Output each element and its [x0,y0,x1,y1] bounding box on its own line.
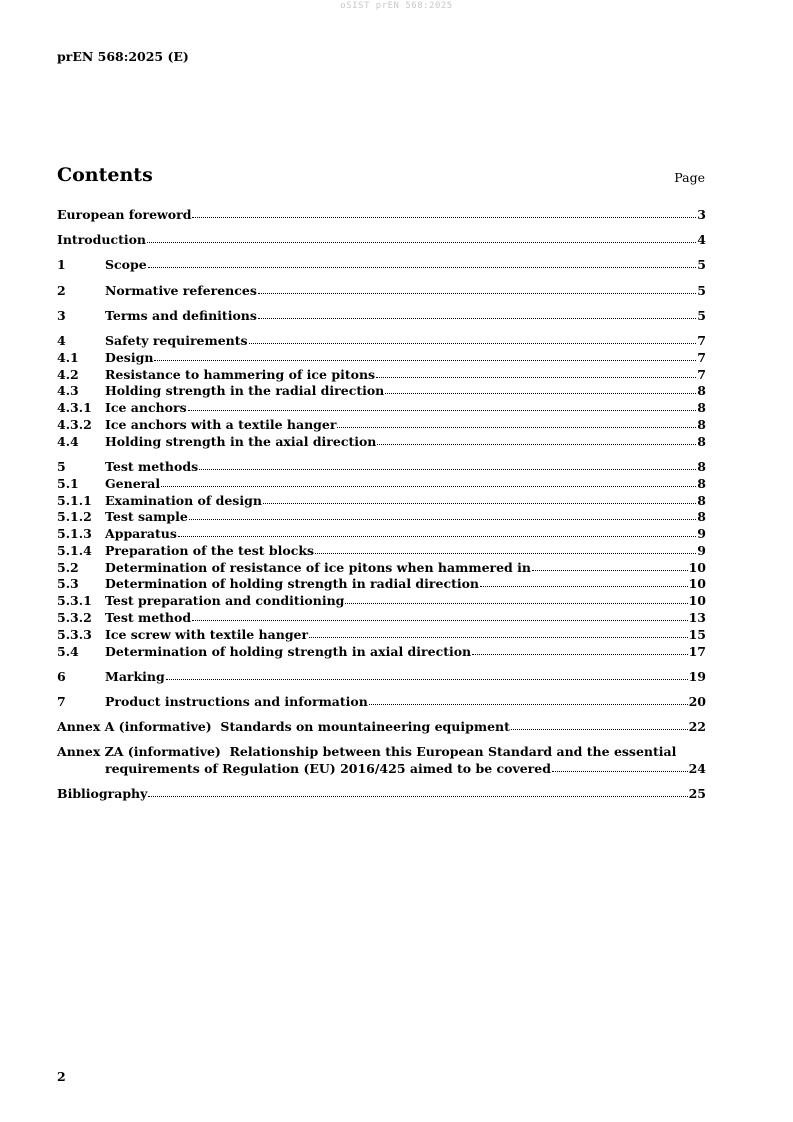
toc-entry-page: 7 [697,332,706,348]
toc-leader-dots [337,416,696,428]
toc-entry-title: Determination of holding strength in axial direction [105,643,472,659]
toc-entry[interactable] [57,400,706,417]
toc-entry-page: 10 [688,576,706,592]
toc-entry-title: European foreword [57,207,192,222]
toc-leader-dots [472,643,687,655]
toc-leader-dots [480,575,688,587]
toc-entry-number: 1 [57,257,66,273]
toc-entry[interactable] [57,593,706,610]
toc-leader-dots [189,508,697,520]
toc-leader-dots [309,626,687,638]
toc-entry-title: Bibliography [57,786,148,802]
toc-entry-page: 25 [688,786,706,802]
toc-entry[interactable] [57,543,706,560]
toc-entry[interactable] [57,719,706,736]
toc-entry[interactable] [57,476,706,493]
toc-entry-title: Test method [105,610,192,626]
toc-entry-page: 10 [688,593,706,609]
page-number: 2 [57,1069,66,1084]
toc-entry-page: 8 [697,433,706,449]
toc-entry-title: Product instructions and information [105,694,368,710]
toc-entry-title: Preparation of the test blocks [105,542,315,558]
toc-entry-page: 10 [688,559,706,575]
toc-leader-dots [258,307,696,319]
toc-leader-dots [511,718,688,730]
toc-entry-number: 5.1.2 [57,509,92,525]
toc-leader-dots [148,256,697,268]
toc-entry-number: 5.2 [57,559,79,575]
toc-entry-number: 2 [57,282,66,298]
toc-entry-page: 8 [697,509,706,525]
contents-heading: Contents [57,164,153,186]
toc-entry-page: 8 [697,492,706,508]
toc-leader-dots [148,785,687,797]
toc-entry-title: Introduction [57,232,147,248]
toc-entry-page: 20 [688,694,706,710]
toc-entry-page: 22 [688,719,706,735]
toc-entry-number: 5 [57,458,66,474]
toc-entry-title: Ice anchors with a textile hanger [105,416,337,432]
toc-entry-title: Determination of holding strength in radial direction [105,576,480,592]
toc-leader-dots [315,542,696,554]
toc-entry-title: Ice screw with textile hanger [105,626,309,642]
toc-entry-page: 7 [697,349,706,365]
toc-entry-title: General [105,475,161,491]
toc-leader-dots [147,231,696,243]
toc-entry[interactable] [57,627,706,644]
toc-entry[interactable] [57,207,706,224]
toc-leader-dots [249,332,697,344]
toc-entry[interactable] [57,576,706,593]
toc-entry[interactable] [57,434,706,451]
toc-entry-title: Test methods [105,458,199,474]
toc-entry-number: 4.4 [57,433,79,449]
toc-entry-number: 5.3.1 [57,593,92,609]
toc-leader-dots [376,366,696,378]
toc-entry-number: 3 [57,307,66,323]
toc-entry[interactable] [57,283,706,300]
toc-entry[interactable] [57,509,706,526]
toc-entry-number: 5.1.4 [57,542,92,558]
toc-entry-title: Holding strength in the axial direction [105,433,377,449]
toc-leader-dots [192,609,687,621]
toc-entry-page: 9 [697,542,706,558]
toc-leader-dots [161,475,696,487]
toc-entry-title: Scope [105,257,147,273]
toc-entry[interactable] [57,694,706,711]
toc-leader-dots [385,382,696,394]
toc-leader-dots [377,433,696,445]
toc-leader-dots [178,525,696,537]
toc-entry[interactable] [57,333,706,350]
toc-entry-title: Resistance to hammering of ice pitons [105,366,376,382]
toc-entry-number: 4.3 [57,383,79,399]
toc-entry-page: 17 [688,643,706,659]
toc-entry-number: 7 [57,694,66,710]
toc-entry-page: 15 [688,626,706,642]
toc-entry-page: 8 [697,416,706,432]
watermark: oSIST prEN 568:2025 [340,1,453,11]
toc-entry[interactable] [57,308,706,325]
toc-entry-number: 4.1 [57,349,79,365]
toc-entry-page: 8 [697,400,706,416]
toc-entry-number: 4.2 [57,366,79,382]
toc-leader-dots [199,458,696,470]
toc-entry-page: 5 [697,307,706,323]
toc-entry-number: 5.1.3 [57,526,92,542]
toc-entry-page: 8 [697,475,706,491]
toc-leader-dots [532,559,688,571]
toc-entry-page: 9 [697,526,706,542]
toc-entry[interactable] [57,610,706,627]
table-of-contents [57,207,706,803]
toc-entry[interactable] [57,669,706,686]
toc-entry-number: 5.3.2 [57,610,92,626]
toc-entry-title: Annex A (informative) Standards on mountaineering equipment [57,719,510,735]
toc-entry-title: Annex ZA (informative) Relationship between this European Standard and the essential [57,744,677,760]
toc-leader-dots [258,282,696,294]
toc-leader-dots [369,693,688,705]
toc-entry[interactable] [57,526,706,543]
toc-entry-page: 5 [697,257,706,273]
toc-entry-title: Ice anchors [105,400,187,416]
toc-entry-page: 7 [697,366,706,382]
toc-entry-title: Examination of design [105,492,262,508]
toc-leader-dots [192,206,696,218]
toc-leader-dots [154,349,696,361]
toc-entry-page: 8 [697,458,706,474]
toc-entry-number: 6 [57,668,66,684]
toc-entry[interactable] [57,417,706,434]
toc-entry[interactable] [57,744,706,778]
toc-entry-title: Determination of resistance of ice pitons when hammered in [105,559,531,575]
toc-entry-title: Design [105,349,154,365]
toc-entry-number: 5.4 [57,643,79,659]
toc-entry-number: 4.3.2 [57,416,92,432]
page-column-label: Page [674,170,705,185]
toc-entry-number: 5.3.3 [57,626,92,642]
toc-entry-page: 19 [688,668,706,684]
toc-entry[interactable] [57,459,706,476]
toc-entry-title: Marking [105,668,165,684]
toc-entry[interactable] [57,560,706,577]
toc-entry-page: 24 [688,761,706,777]
toc-leader-dots [263,492,696,504]
toc-entry-number: 5.1 [57,475,79,491]
toc-entry-page: 5 [697,282,706,298]
toc-entry-title: Test preparation and conditioning [105,593,345,609]
toc-entry-number: 5.1.1 [57,492,92,508]
toc-entry-page: 8 [697,383,706,399]
toc-entry[interactable] [57,367,706,384]
toc-entry[interactable] [57,786,706,803]
toc-entry[interactable] [57,644,706,661]
toc-entry[interactable] [57,493,706,510]
toc-entry-number: 5.3 [57,576,79,592]
toc-leader-dots [166,668,688,680]
toc-entry-title: Apparatus [105,526,177,542]
toc-entry-title: Safety requirements [105,332,248,348]
toc-entry-title: Test sample [105,509,188,525]
toc-entry-page: 3 [697,207,706,222]
toc-entry-number: 4.3.1 [57,400,92,416]
toc-leader-dots [552,760,688,772]
toc-entry[interactable] [57,257,706,274]
toc-entry[interactable] [57,350,706,367]
toc-entry[interactable] [57,232,706,249]
toc-entry-page: 13 [688,610,706,626]
toc-entry-title: Normative references [105,282,257,298]
toc-entry-title-continued: requirements of Regulation (EU) 2016/425 aimed to be covered [105,761,551,777]
toc-entry-title: Holding strength in the radial direction [105,383,385,399]
document-id: prEN 568:2025 (E) [57,49,189,64]
toc-leader-dots [188,399,697,411]
toc-entry[interactable] [57,383,706,400]
toc-entry-number: 4 [57,332,66,348]
toc-entry-title: Terms and definitions [105,307,257,323]
toc-leader-dots [345,592,687,604]
toc-entry-page: 4 [697,232,706,248]
